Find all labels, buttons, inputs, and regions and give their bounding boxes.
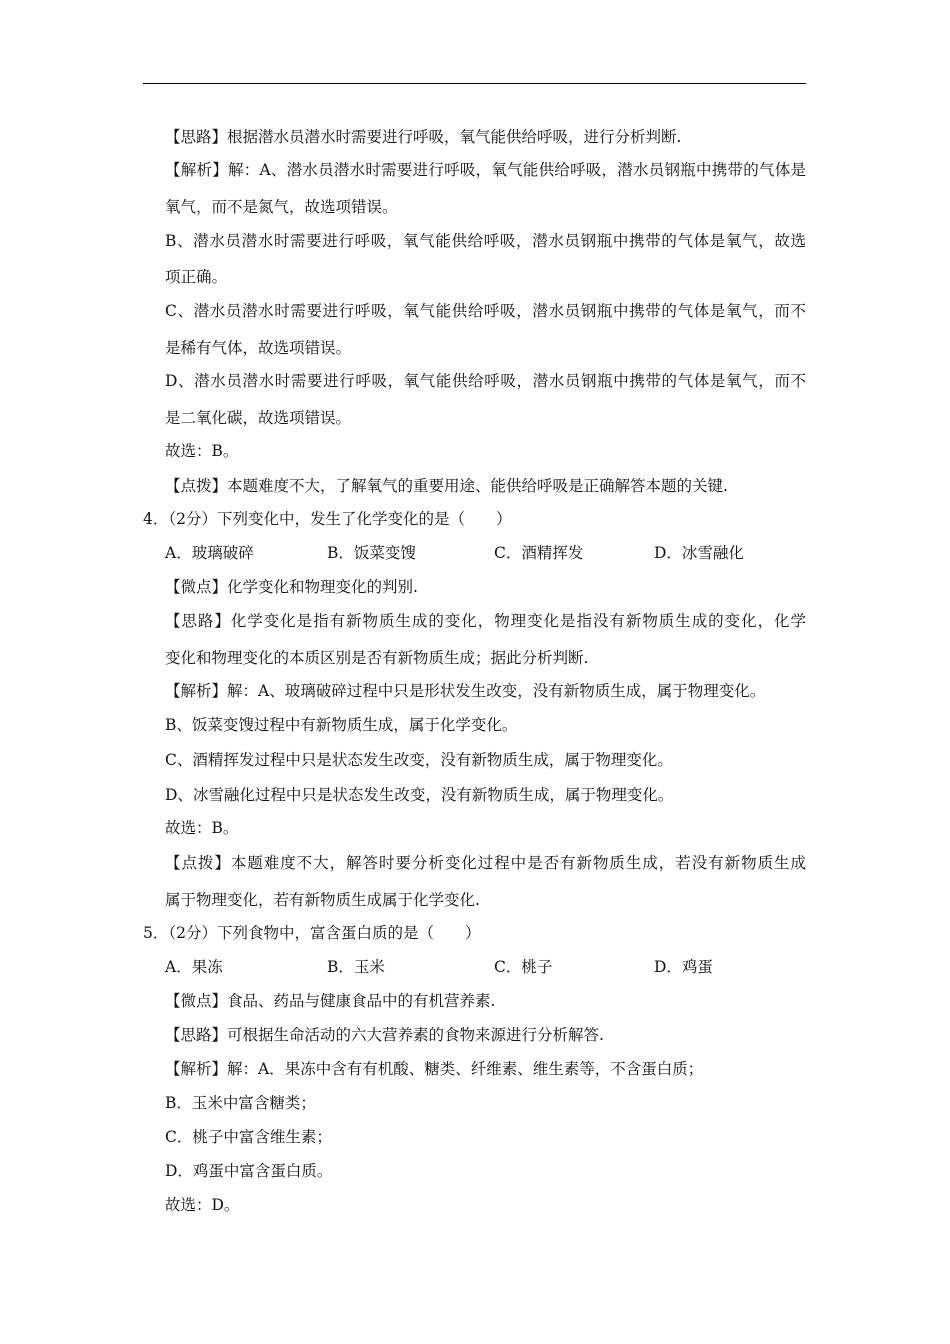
q4-jiexi-b: B、饭菜变馊过程中有新物质生成，属于化学变化。 <box>165 716 518 734</box>
q3-option-c-line2: 是稀有气体，故选项错误。 <box>165 339 352 357</box>
q5-option-b: B．玉米 <box>327 958 385 976</box>
q5-option-a: A．果冻 <box>165 958 223 976</box>
q5-jiexi-a: 【解析】解：A．果冻中含有有机酸、糖类、纤维素、维生素等，不含蛋白质； <box>165 1060 704 1078</box>
q3-option-d-line1: D、潜水员潜水时需要进行呼吸，氧气能供给呼吸，潜水员钢瓶中携带的气体是氧气，而不 <box>165 372 806 390</box>
q3-silu: 【思路】根据潜水员潜水时需要进行呼吸，氧气能供给呼吸，进行分析判断. <box>165 128 682 146</box>
q4-stem: 4．（2分）下列变化中，发生了化学变化的是（ ） <box>143 510 512 528</box>
q4-option-a: A．玻璃破碎 <box>165 544 254 562</box>
q5-weidian: 【微点】食品、药品与健康食品中的有机营养素. <box>165 992 496 1010</box>
q3-jiexi-line1: 【解析】解：A、潜水员潜水时需要进行呼吸，氧气能供给呼吸，潜水员钢瓶中携带的气体是 <box>165 161 806 179</box>
q3-answer: 故选：B。 <box>165 442 239 460</box>
q4-option-b: B．饭菜变馊 <box>327 544 416 562</box>
q4-jiexi-c: C、酒精挥发过程中只是状态发生改变，没有新物质生成，属于物理变化。 <box>165 751 673 769</box>
q4-silu-line1: 【思路】化学变化是指有新物质生成的变化，物理变化是指没有新物质生成的变化，化学 <box>165 612 806 630</box>
q4-option-d: D．冰雪融化 <box>654 544 744 562</box>
q3-option-b-line2: 项正确。 <box>165 268 228 286</box>
q3-option-b-line1: B、潜水员潜水时需要进行呼吸，氧气能供给呼吸，潜水员钢瓶中携带的气体是氧气，故选 <box>165 232 806 250</box>
q5-option-d: D．鸡蛋 <box>654 958 713 976</box>
q5-option-c: C．桃子 <box>494 958 553 976</box>
q5-jiexi-d: D．鸡蛋中富含蛋白质。 <box>165 1162 333 1180</box>
q5-stem: 5．（2分）下列食物中，富含蛋白质的是（ ） <box>143 924 481 942</box>
q3-dianbo: 【点拨】本题难度不大，了解氧气的重要用途、能供给呼吸是正确解答本题的关键. <box>165 477 728 495</box>
q4-dianbo-line1: 【点拨】本题难度不大，解答时要分析变化过程中是否有新物质生成，若没有新物质生成 <box>165 854 806 872</box>
q4-jiexi-d: D、冰雪融化过程中只是状态发生改变，没有新物质生成，属于物理变化。 <box>165 786 674 804</box>
q4-weidian: 【微点】化学变化和物理变化的判别. <box>165 578 418 596</box>
q5-jiexi-c: C．桃子中富含维生素； <box>165 1128 332 1146</box>
header-rule <box>143 83 806 84</box>
q4-answer: 故选：B。 <box>165 819 239 837</box>
q3-option-d-line2: 是二氧化碳，故选项错误。 <box>165 409 352 427</box>
q5-answer: 故选：D。 <box>165 1196 240 1214</box>
q5-silu: 【思路】可根据生命活动的六大营养素的食物来源进行分析解答. <box>165 1026 604 1044</box>
q4-silu-line2: 变化和物理变化的本质区别是否有新物质生成；据此分析判断. <box>165 649 589 667</box>
q3-jiexi-line2: 氧气，而不是氮气，故选项错误。 <box>165 198 398 216</box>
q4-dianbo-line2: 属于物理变化，若有新物质生成属于化学变化. <box>165 891 480 909</box>
q5-jiexi-b: B．玉米中富含糖类； <box>165 1094 316 1112</box>
q4-option-c: C．酒精挥发 <box>494 544 584 562</box>
q3-option-c-line1: C、潜水员潜水时需要进行呼吸，氧气能供给呼吸，潜水员钢瓶中携带的气体是氧气，而不 <box>165 302 806 320</box>
q4-jiexi-a: 【解析】解：A、玻璃破碎过程中只是形状发生改变，没有新物质生成，属于物理变化。 <box>165 682 766 700</box>
